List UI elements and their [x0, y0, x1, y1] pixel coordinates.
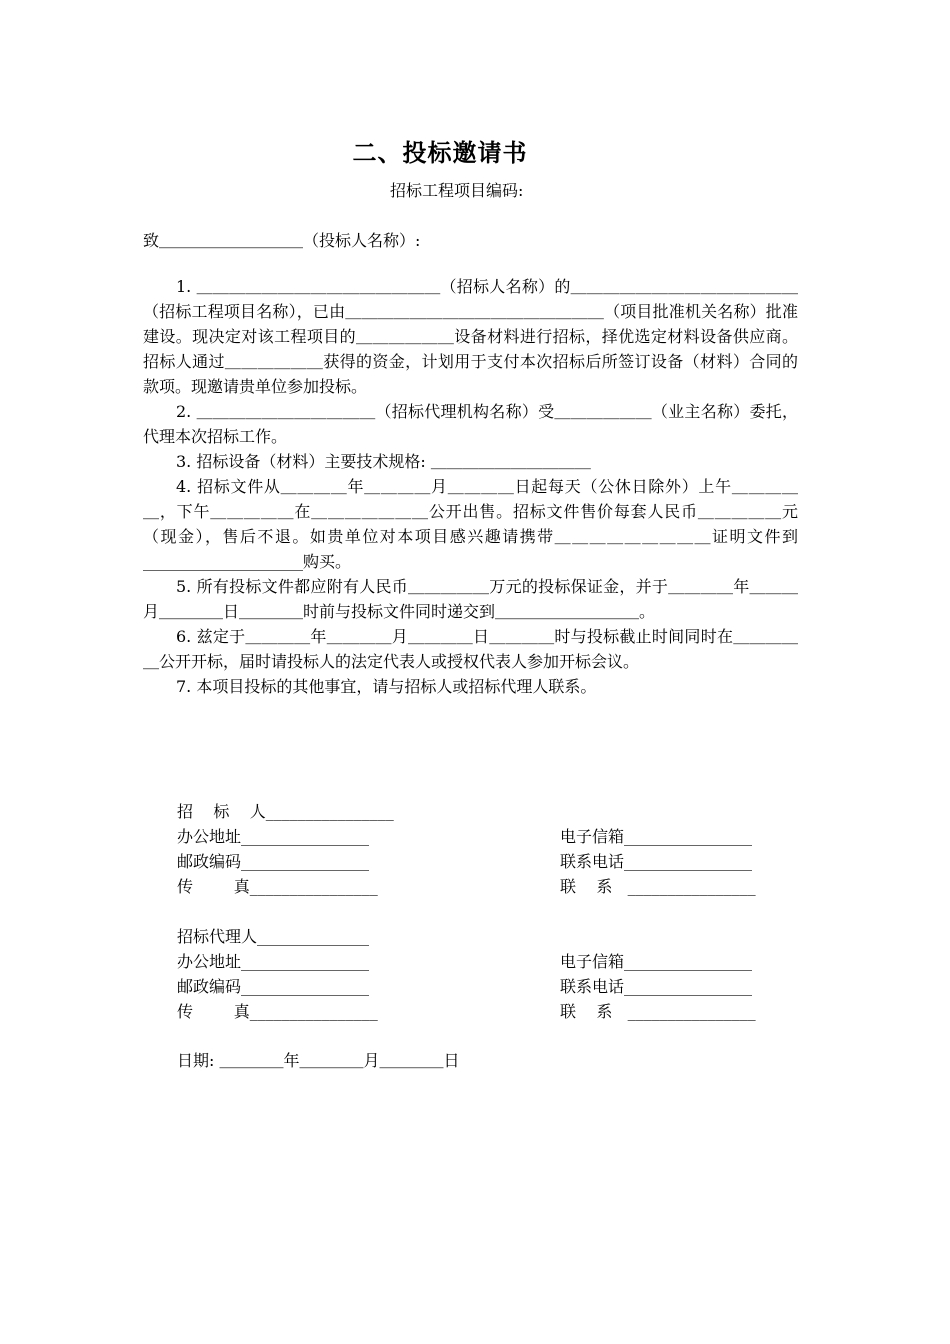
tenderer-name-line: 招 标 人________________ — [177, 802, 394, 821]
salutation: 致＿＿＿＿＿＿＿＿＿（投标人名称）: — [143, 231, 421, 250]
paragraph-2: 2. ＿＿＿＿＿＿＿＿＿＿＿（招标代理机构名称）受＿＿＿＿＿＿（业主名称）委托，代理本次招标工作。 — [143, 402, 798, 446]
agent-name-line: 招标代理人______________ — [177, 927, 370, 946]
document-title: 二、投标邀请书 — [352, 139, 528, 167]
tenderer-office-address-line: 办公地址________________ — [177, 827, 370, 846]
paragraph-6: 6. 兹定于＿＿＿＿年＿＿＿＿月＿＿＿＿日＿＿＿＿时与投标截止时间同时在＿＿＿＿＿公开开标，届时请投标人的法定代表人或授权代表人参加开标会议。 — [143, 627, 798, 671]
paragraph-4: 4. 招标文件从＿＿＿＿年＿＿＿＿月＿＿＿＿日起每天（公休日除外）上午＿＿＿＿＿，下午＿＿＿＿＿在＿＿＿＿＿＿＿公开出售。招标文件售价每套人民币＿＿＿＿＿元（现金），售后不退。如贵单位对本项目感兴趣请携带＿＿＿＿＿＿＿＿＿证明文件到____________________购买。 — [143, 477, 798, 571]
invitation-body — [143, 274, 798, 699]
agent-office-address-line: 办公地址________________ — [177, 952, 370, 971]
project-code-label: 招标工程项目编码: — [390, 181, 524, 200]
tenderer-fax-line: 传 真________________ — [177, 877, 378, 896]
agent-fax-line: 传 真________________ — [177, 1002, 378, 1021]
agent-email-line: 电子信箱________________ — [560, 952, 753, 971]
date-line: 日期: ＿＿＿＿年＿＿＿＿月＿＿＿＿日 — [177, 1051, 460, 1070]
agent-phone-line: 联系电话________________ — [560, 977, 753, 996]
paragraph-5: 5. 所有投标文件都应附有人民币＿＿＿＿＿万元的投标保证金，并于＿＿＿＿年＿＿＿月＿＿＿＿日＿＿＿＿时前与投标文件同时递交到＿＿＿＿＿＿＿＿＿。 — [143, 577, 798, 621]
tenderer-email-line: 电子信箱________________ — [560, 827, 753, 846]
tenderer-contact-line: 联 系 ________________ — [560, 877, 756, 896]
tenderer-postal-code-line: 邮政编码________________ — [177, 852, 370, 871]
paragraph-1: 1. ＿＿＿＿＿＿＿＿＿＿＿＿＿＿＿（招标人名称）的＿＿＿＿＿＿＿＿＿＿＿＿＿＿（招标工程项目名称），已由＿＿＿＿＿＿＿＿＿＿＿＿＿＿＿＿（项目批准机关名称）批准建设。现决定对该工程项目的＿＿＿＿＿＿设备材料进行招标，择优选定材料设备供应商。招标人通过＿＿＿＿＿＿获得的资金，计划用于支付本次招标后所签订设备（材料）合同的款项。现邀请贵单位参加投标。 — [143, 277, 798, 396]
paragraph-7: 7. 本项目投标的其他事宜，请与招标人或招标代理人联系。 — [176, 677, 597, 696]
agent-postal-code-line: 邮政编码________________ — [177, 977, 370, 996]
agent-contact-line: 联 系 ________________ — [560, 1002, 756, 1021]
tenderer-phone-line: 联系电话________________ — [560, 852, 753, 871]
paragraph-3: 3. 招标设备（材料）主要技术规格: ＿＿＿＿＿＿＿＿＿＿ — [176, 452, 591, 471]
